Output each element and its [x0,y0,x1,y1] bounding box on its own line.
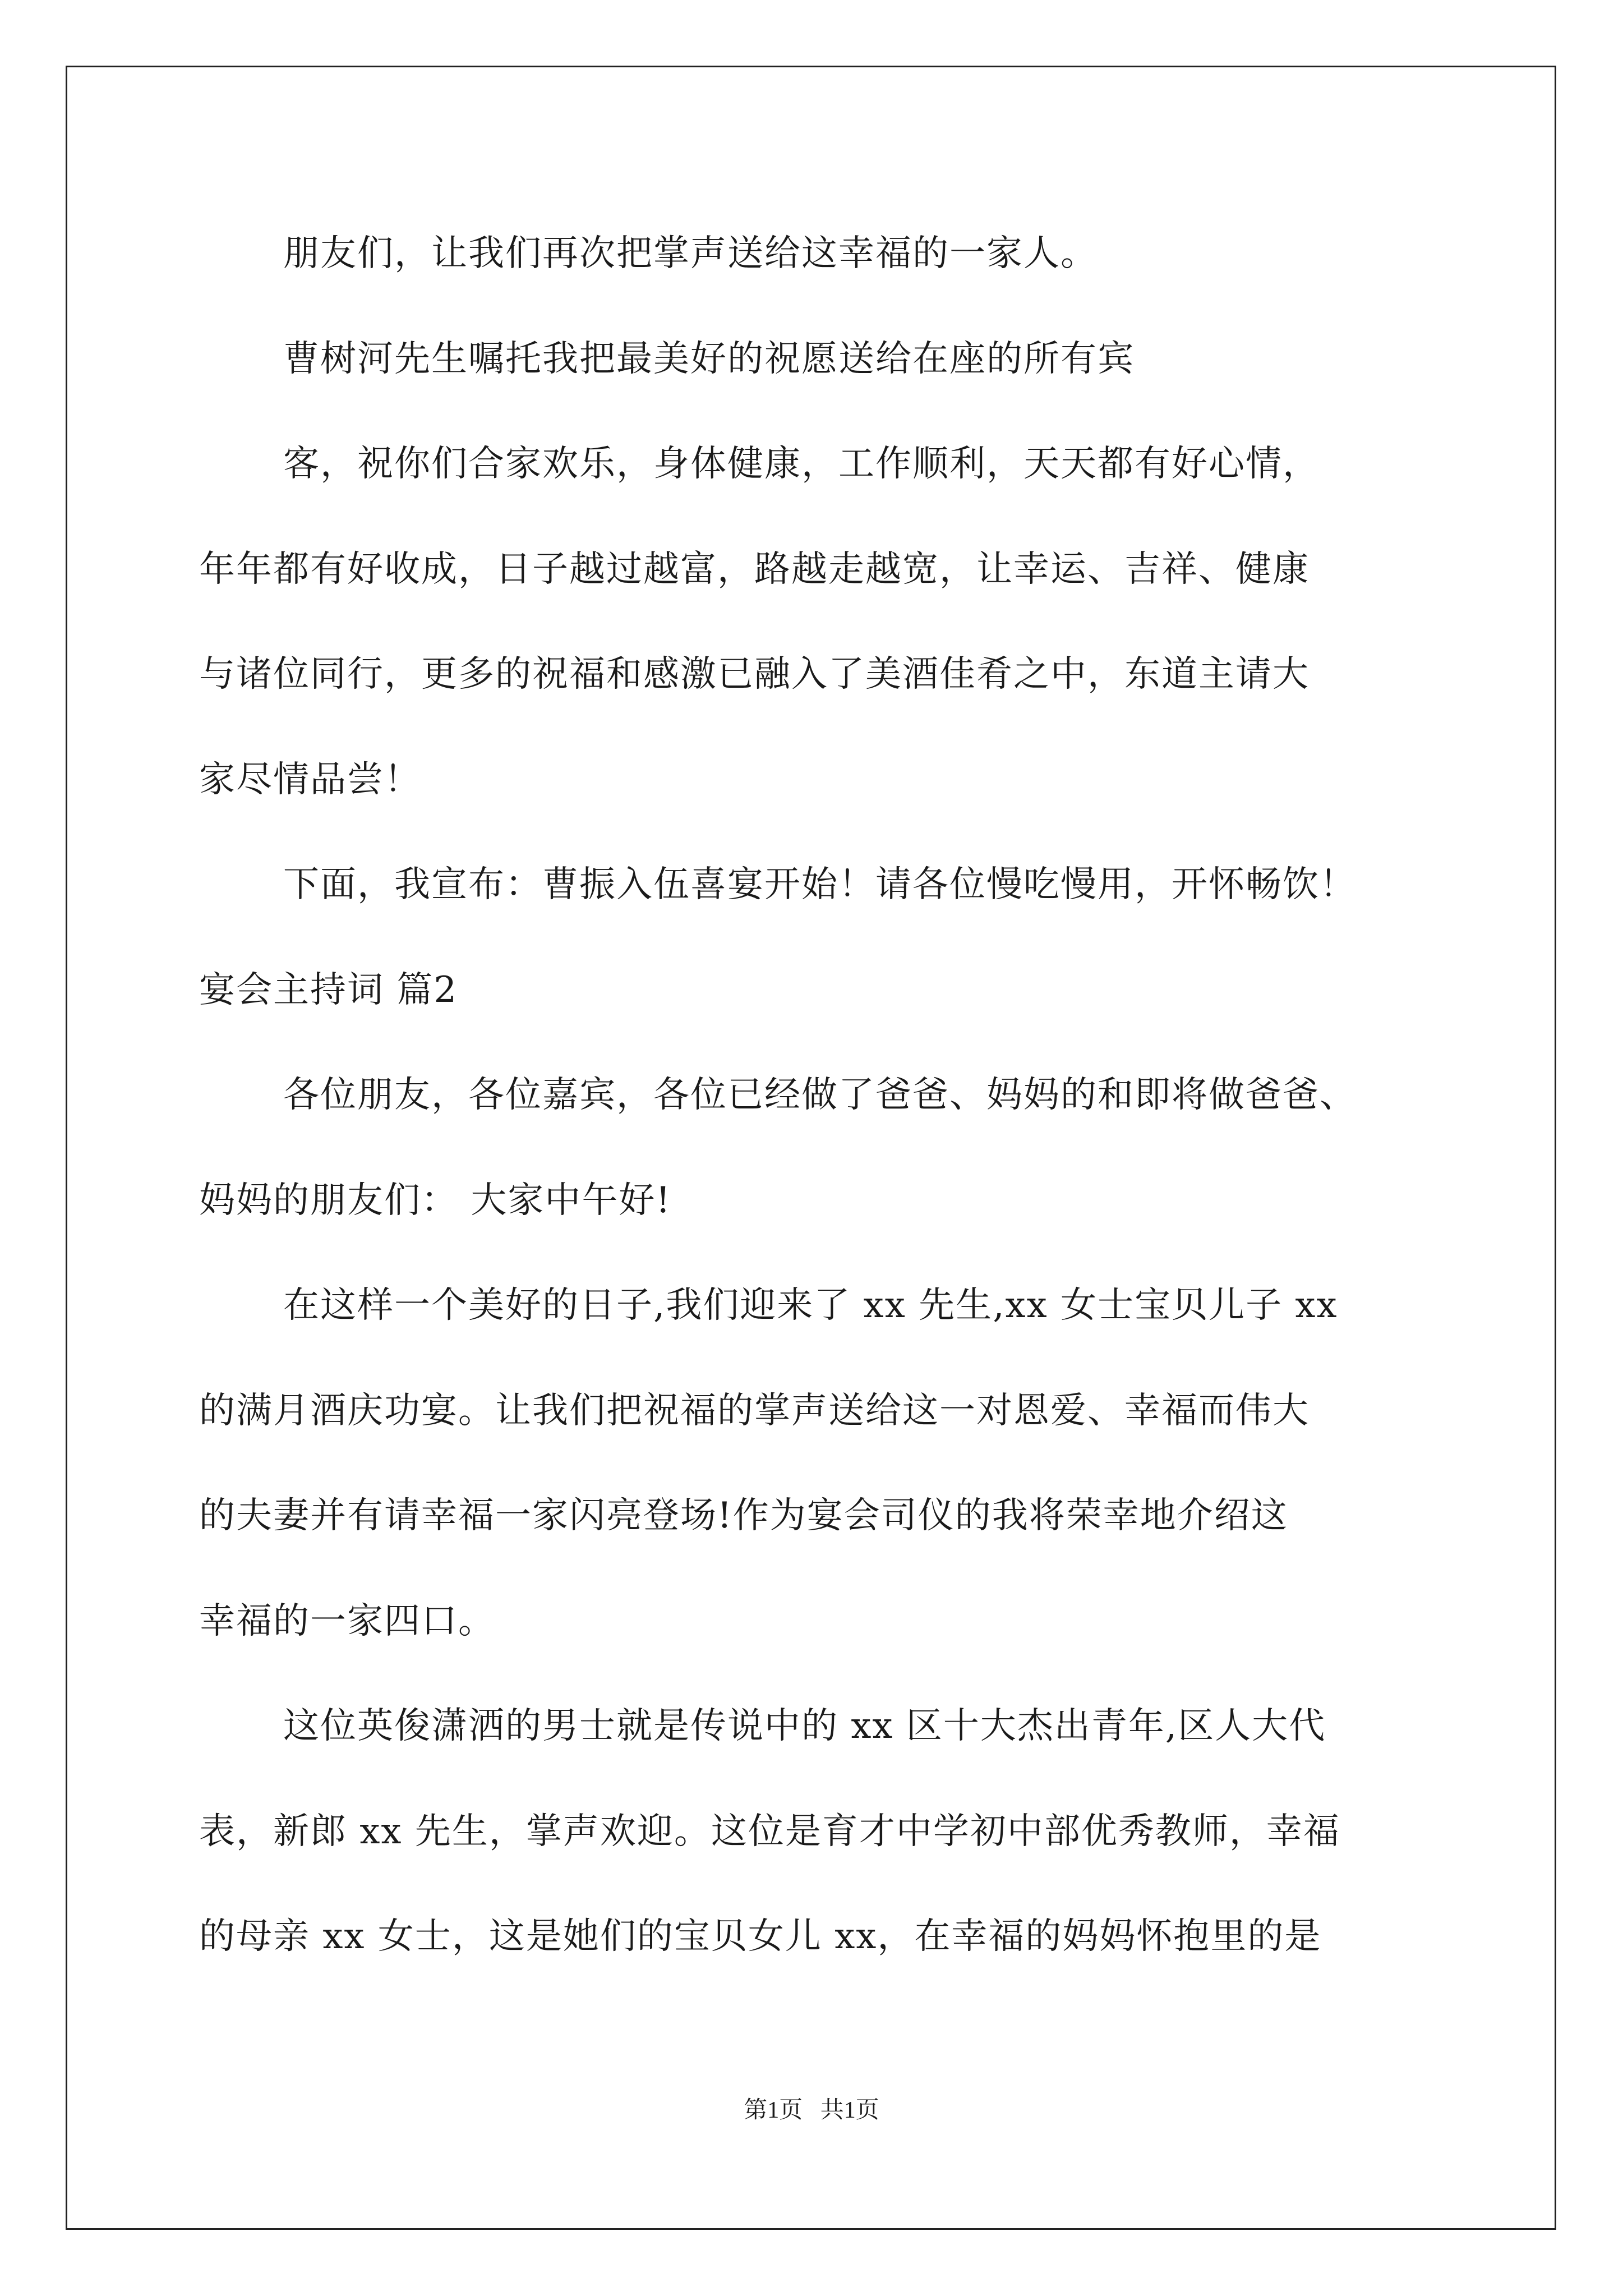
text-line: 在这样一个美好的日子,我们迎来了 xx 先生,xx 女士宝贝儿子 xx [283,1285,1338,1326]
text-line: 朋友们，让我们再次把掌声送给这幸福的一家人。 [283,233,1098,274]
text-line: 表，新郎 xx 先生，掌声欢迎。这位是育才中学初中部优秀教师，幸福 [199,1811,1340,1852]
text-line: 年年都有好收成，日子越过越富，路越走越宽，让幸运、吉祥、健康 [199,549,1310,590]
text-line: 各位朋友，各位嘉宾，各位已经做了爸爸、妈妈的和即将做爸爸、 [283,1074,1357,1116]
text-line: 幸福的一家四口。 [199,1600,495,1642]
page-border [66,66,1556,2230]
text-line: 的满月酒庆功宴。让我们把祝福的掌声送给这一对恩爱、幸福而伟大 [199,1390,1310,1432]
text-line: 的母亲 xx 女士，这是她们的宝贝女儿 xx，在幸福的妈妈怀抱里的是 [199,1916,1322,1957]
text-line: 与诸位同行，更多的祝福和感激已融入了美酒佳肴之中，东道主请大 [199,654,1310,695]
text-line: 客，祝你们合家欢乐，身体健康，工作顺利，天天都有好心情， [283,443,1320,485]
text-line: 下面，我宣布：曹振入伍喜宴开始！请各位慢吃慢用，开怀畅饮！ [283,864,1357,905]
page-footer: 第1页 共1页 [744,2097,879,2123]
section-heading: 宴会主持词 篇2 [199,969,458,1011]
text-line: 这位英俊潇洒的男士就是传说中的 xx 区十大杰出青年,区人大代 [283,1705,1326,1747]
text-line: 的夫妻并有请幸福一家闪亮登场!作为宴会司仪的我将荣幸地介绍这 [199,1495,1288,1536]
text-line: 家尽情品尝！ [199,759,421,800]
text-line: 曹树河先生嘱托我把最美好的祝愿送给在座的所有宾 [283,338,1135,380]
text-line: 妈妈的朋友们： 大家中午好! [199,1180,672,1221]
